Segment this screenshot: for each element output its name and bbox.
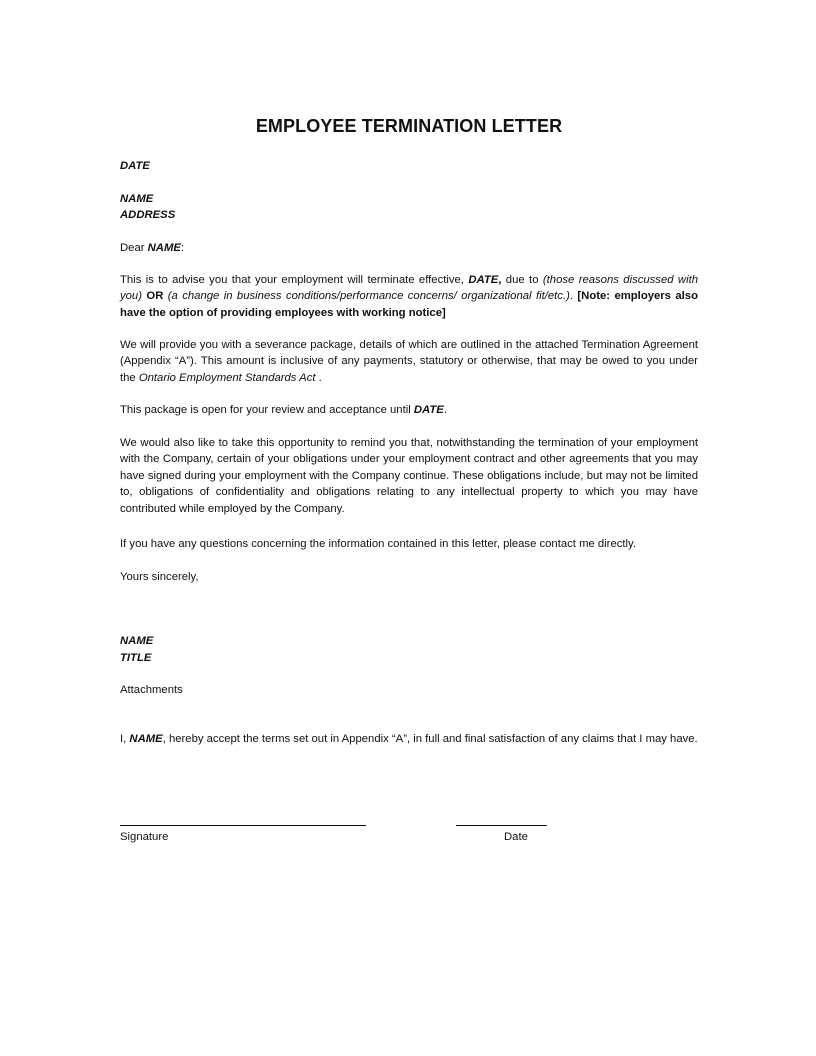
para1-date: DATE: [468, 274, 499, 286]
signer-name: NAME: [120, 635, 154, 647]
termination-paragraph: [120, 272, 698, 321]
page-title: EMPLOYEE TERMINATION LETTER: [255, 116, 563, 136]
signature-label: Signature: [120, 831, 169, 843]
attachments-label: Attachments: [120, 684, 183, 696]
para1-reasons: (those reasons discussed with you): [120, 274, 699, 303]
para3-date: DATE: [413, 404, 444, 416]
salutation-name: NAME: [147, 242, 181, 254]
recipient-name: NAME: [120, 193, 154, 205]
para2-text-2: .: [315, 371, 322, 384]
severance-paragraph: [120, 337, 698, 386]
para1-or: OR: [141, 290, 168, 303]
para3-text: This package is open for your review and acceptance until: [120, 404, 414, 416]
para1-text-3: .: [569, 290, 578, 303]
salutation-suffix: :: [180, 242, 185, 254]
para2-act: Ontario Employment Standards Act: [138, 371, 316, 384]
closing: Yours sincerely,: [120, 571, 199, 583]
para1-note: [Note: employers also have the option of providing employees with working notice]: [120, 290, 698, 319]
signer-title: TITLE: [120, 652, 152, 664]
acceptance-text-2: , hereby accept the terms set out in Appendix “A”, in full and final satisfaction of any claims that I may have.: [162, 733, 698, 745]
para3-text-2: .: [443, 404, 447, 416]
obligations-paragraph: We would also like to take this opportunity to remind you that, notwithstanding the termination of your employment with the Company, certain of your obligations under your employment contract and other agreements that you may have signed during your employment with the Company continue. These obligations include, but may not be limited to, obligations of confidentiality and obligations relating to any intellectual property to which you may have contributed while employed by the Company.: [120, 437, 698, 515]
para2-text: We will provide you with a severance package, details of which are outlined in the attached Termination Agreement (Appendix “A”). This amount is inclusive of any payments, statutory or otherwise, that may be owed to you under the: [120, 339, 698, 384]
para1-comma: ,: [498, 274, 502, 286]
recipient-address: ADDRESS: [120, 209, 176, 221]
para1-text: This is to advise you that your employment will terminate effective,: [120, 274, 469, 286]
acceptance-text: I,: [120, 733, 130, 745]
questions-paragraph: If you have any questions concerning the information contained in this letter, please contact me directly.: [120, 538, 636, 550]
date-placeholder: DATE: [120, 160, 150, 172]
date-line: [456, 825, 547, 826]
acceptance-paragraph: [120, 731, 698, 747]
letter-page: [120, 0, 698, 1056]
salutation: [120, 240, 184, 256]
para1-text-2: due to: [501, 274, 543, 286]
para1-change: (a change in business conditions/performance concerns/ organizational fit/etc.): [167, 290, 570, 303]
signature-line: [120, 825, 366, 826]
acceptance-name: NAME: [129, 733, 163, 745]
package-paragraph: [120, 402, 447, 418]
salutation-prefix: Dear: [120, 242, 148, 254]
date-label: Date: [504, 831, 528, 843]
